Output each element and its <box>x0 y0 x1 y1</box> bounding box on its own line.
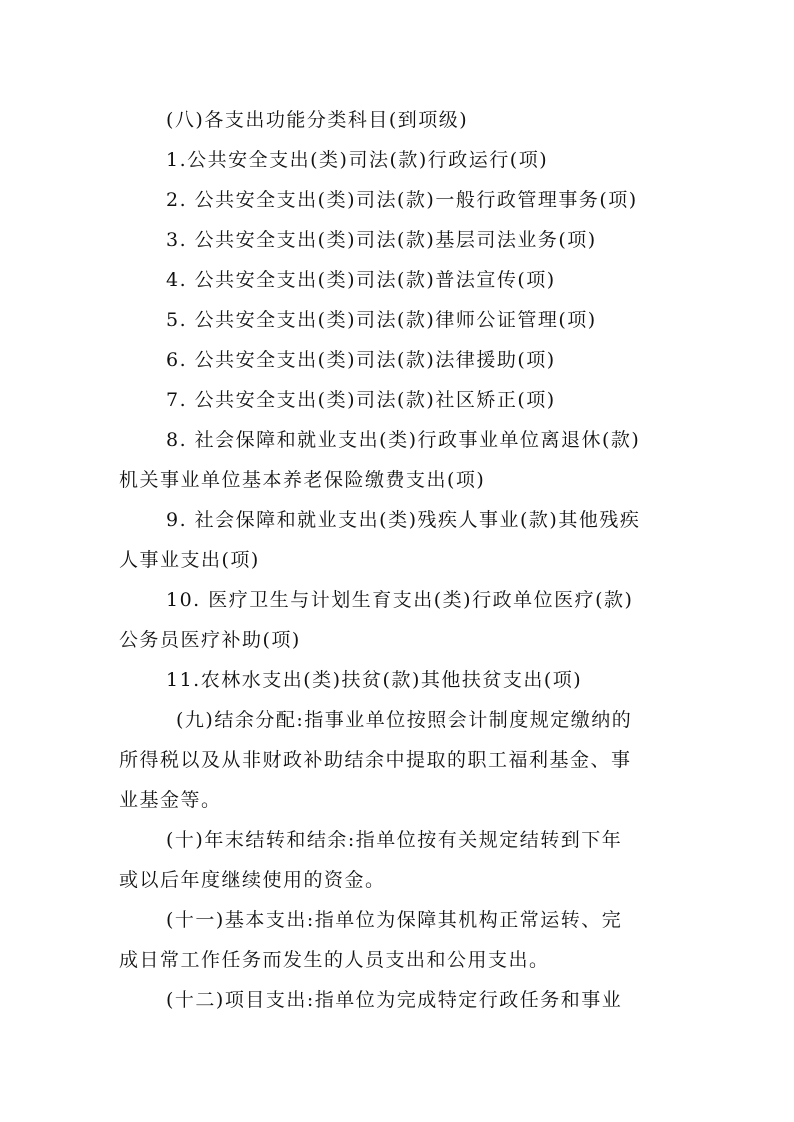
paragraph-9-line-2: 所得税以及从非财政补助结余中提取的职工福利基金、事 <box>119 749 632 771</box>
list-item-7: 7. 公共安全支出(类)司法(款)社区矫正(项) <box>166 389 556 411</box>
list-item-8: 8. 社会保障和就业支出(类)行政事业单位离退休(款) <box>166 429 641 451</box>
list-item-8-cont: 机关事业单位基本养老保险缴费支出(项) <box>119 469 486 491</box>
list-item-9: 9. 社会保障和就业支出(类)残疾人事业(款)其他残疾 <box>166 509 641 531</box>
list-item-10-cont: 公务员医疗补助(项) <box>119 629 301 651</box>
section-heading-8: (八)各支出功能分类科目(到项级) <box>166 109 469 131</box>
paragraph-10: (十)年末结转和结余:指单位按有关规定结转到下年 <box>166 829 623 851</box>
list-item-4: 4. 公共安全支出(类)司法(款)普法宣传(项) <box>166 269 556 291</box>
paragraph-11-line-2: 成日常工作任务而发生的人员支出和公用支出。 <box>119 949 550 971</box>
paragraph-10-line-2: 或以后年度继续使用的资金。 <box>119 869 386 891</box>
paragraph-12: (十二)项目支出:指单位为完成特定行政任务和事业 <box>166 989 623 1011</box>
list-item-11: 11.农林水支出(类)扶贫(款)其他扶贫支出(项) <box>166 669 583 691</box>
list-item-6: 6. 公共安全支出(类)司法(款)法律援助(项) <box>166 349 556 371</box>
list-item-9-cont: 人事业支出(项) <box>119 549 260 571</box>
list-item-2: 2. 公共安全支出(类)司法(款)一般行政管理事务(项) <box>166 189 638 211</box>
paragraph-9-line-3: 业基金等。 <box>119 789 222 811</box>
paragraph-11: (十一)基本支出:指单位为保障其机构正常运转、完 <box>166 909 623 931</box>
paragraph-9: (九)结余分配:指事业单位按照会计制度规定缴纳的 <box>176 709 633 731</box>
list-item-10: 10. 医疗卫生与计划生育支出(类)行政单位医疗(款) <box>166 589 634 611</box>
list-item-5: 5. 公共安全支出(类)司法(款)律师公证管理(项) <box>166 309 597 331</box>
list-item-1: 1.公共安全支出(类)司法(款)行政运行(项) <box>166 149 549 171</box>
list-item-3: 3. 公共安全支出(类)司法(款)基层司法业务(项) <box>166 229 597 251</box>
